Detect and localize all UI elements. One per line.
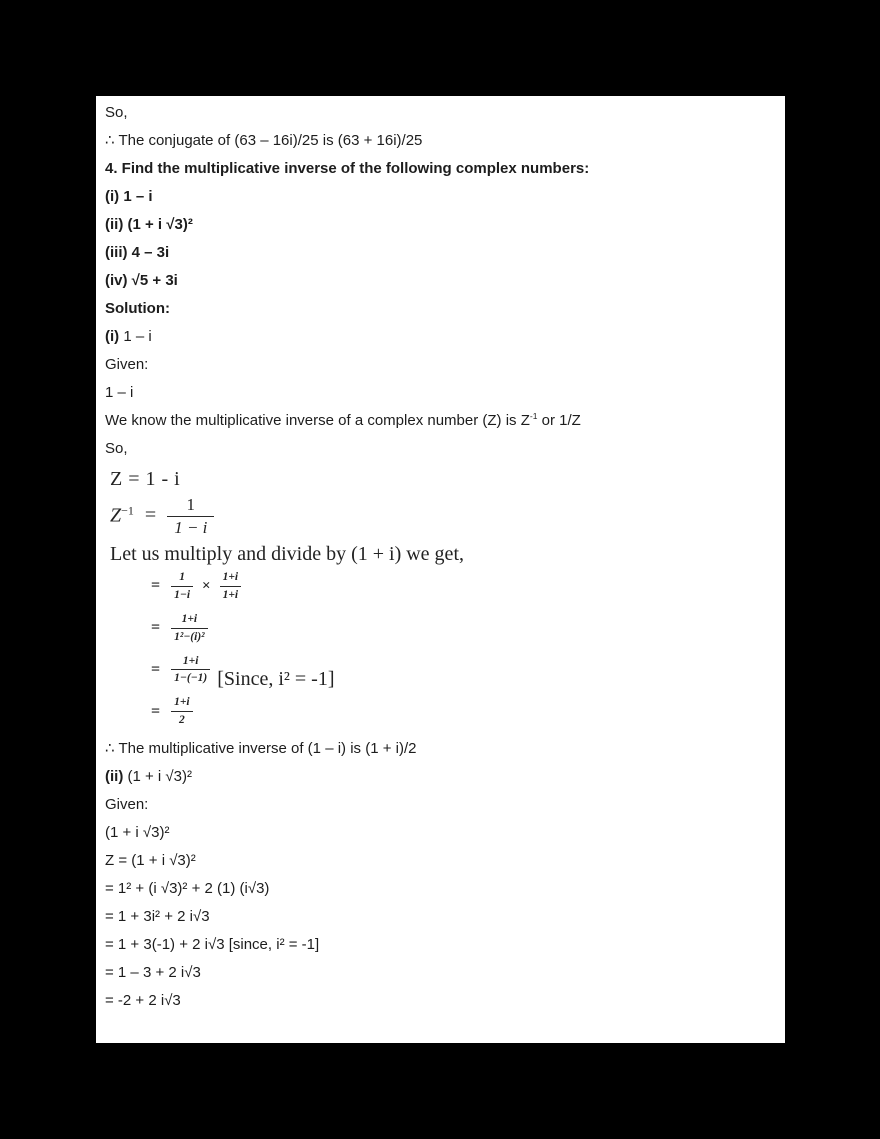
fraction-denominator: 1−i (174, 588, 191, 601)
question-item-i: (i) 1 – i (105, 188, 153, 205)
z-variable: Z (110, 504, 122, 527)
step-final-result: = -2 + 2 i√3 (105, 992, 181, 1010)
conjugate-conclusion: ∴ The conjugate of (63 – 16i)/25 is (63 + 16i)/25 (105, 132, 423, 149)
multiplication-sign: × (202, 577, 211, 594)
fraction-denominator: 1²−(i)² (174, 630, 205, 643)
step-simplify-1: = 1 + 3i² + 2 i√3 (105, 908, 210, 926)
step-substitute-i-squared: = 1 + 3(-1) + 2 i√3 [since, i² = -1] (105, 936, 320, 954)
step-z-equals: Z = (1 + i √3)² (105, 852, 196, 870)
fraction-step-2 (151, 612, 773, 645)
fraction-numerator: 1+i (171, 612, 207, 629)
fraction-1-plus-i-over-1-plus-i (220, 570, 242, 603)
fraction-1-plus-i-over-2 (171, 695, 193, 728)
equation-z-definition: Z = 1 - i (110, 468, 181, 490)
fraction-1-plus-i-over-difference-of-squares (171, 612, 207, 645)
fraction-numerator: 1 (167, 495, 214, 517)
paragraph-so-2: So, (105, 440, 128, 457)
given-label-1: Given: (105, 356, 149, 373)
given-value-1: 1 – i (105, 384, 134, 401)
solution-item-i (105, 328, 773, 345)
solution-item-ii-label: (ii) (105, 768, 124, 786)
step-simplify-2: = 1 – 3 + 2 i√3 (105, 964, 201, 982)
fraction-numerator: 1 (171, 570, 193, 587)
given-value-2: (1 + i √3)² (105, 824, 170, 842)
since-i-squared-note: [Since, i² = -1] (217, 667, 335, 690)
multiply-divide-note: Let us multiply and divide by (1 + i) we get, (110, 542, 464, 565)
fraction-denominator: 1−(−1) (174, 672, 208, 685)
equals-sign: = (151, 660, 161, 678)
solution-item-i-text: 1 – i (119, 328, 152, 345)
minus-one-exponent: −1 (121, 503, 134, 518)
solution-item-ii-text: (1 + i √3)² (123, 768, 192, 786)
paragraph-so-1: So, (105, 104, 128, 121)
given-label-2: Given: (105, 796, 149, 814)
step-expand-square: = 1² + (i √3)² + 2 (1) (i√3) (105, 880, 270, 898)
fraction-denominator: 1+i (222, 588, 239, 601)
solution-item-ii (105, 768, 773, 785)
equation-block (110, 468, 773, 728)
inverse-definition-line (105, 412, 773, 429)
fraction-one-over-1-minus-i (167, 495, 214, 539)
fraction-denominator: 2 (179, 714, 185, 727)
question-item-iv: (iv) √5 + 3i (105, 272, 178, 289)
z-inverse-superscript: -1 (529, 411, 538, 421)
fraction-step-3 (151, 654, 773, 690)
equals-sign: = (151, 577, 161, 595)
fraction-step-4 (151, 695, 773, 728)
conclusion-multiplicative-inverse-i: ∴ The multiplicative inverse of (1 – i) is (1 + i)/2 (105, 740, 417, 758)
document-page (96, 96, 785, 1043)
fraction-numerator: 1+i (171, 654, 210, 671)
fraction-1-over-1-minus-i (171, 570, 193, 603)
fraction-step-1 (151, 570, 773, 603)
equals-sign: = (144, 504, 157, 527)
inverse-definition-pre: We know the multiplicative inverse of a complex number (Z) is Z (105, 412, 530, 429)
fraction-numerator: 1+i (220, 570, 242, 587)
fraction-1-plus-i-over-1-minus-neg-1 (171, 654, 210, 687)
equation-z-inverse (110, 495, 773, 539)
equals-sign: = (151, 619, 161, 637)
equals-sign: = (151, 702, 161, 720)
fraction-numerator: 1+i (171, 695, 193, 712)
question-item-ii: (ii) (1 + i √3)² (105, 216, 193, 233)
question-4-heading: 4. Find the multiplicative inverse of the following complex numbers: (105, 160, 590, 177)
fraction-denominator: 1 − i (174, 518, 208, 538)
solution-item-i-label: (i) (105, 328, 120, 345)
inverse-definition-post: or 1/Z (537, 412, 581, 429)
solution-heading: Solution: (105, 300, 170, 317)
question-item-iii: (iii) 4 – 3i (105, 244, 170, 261)
